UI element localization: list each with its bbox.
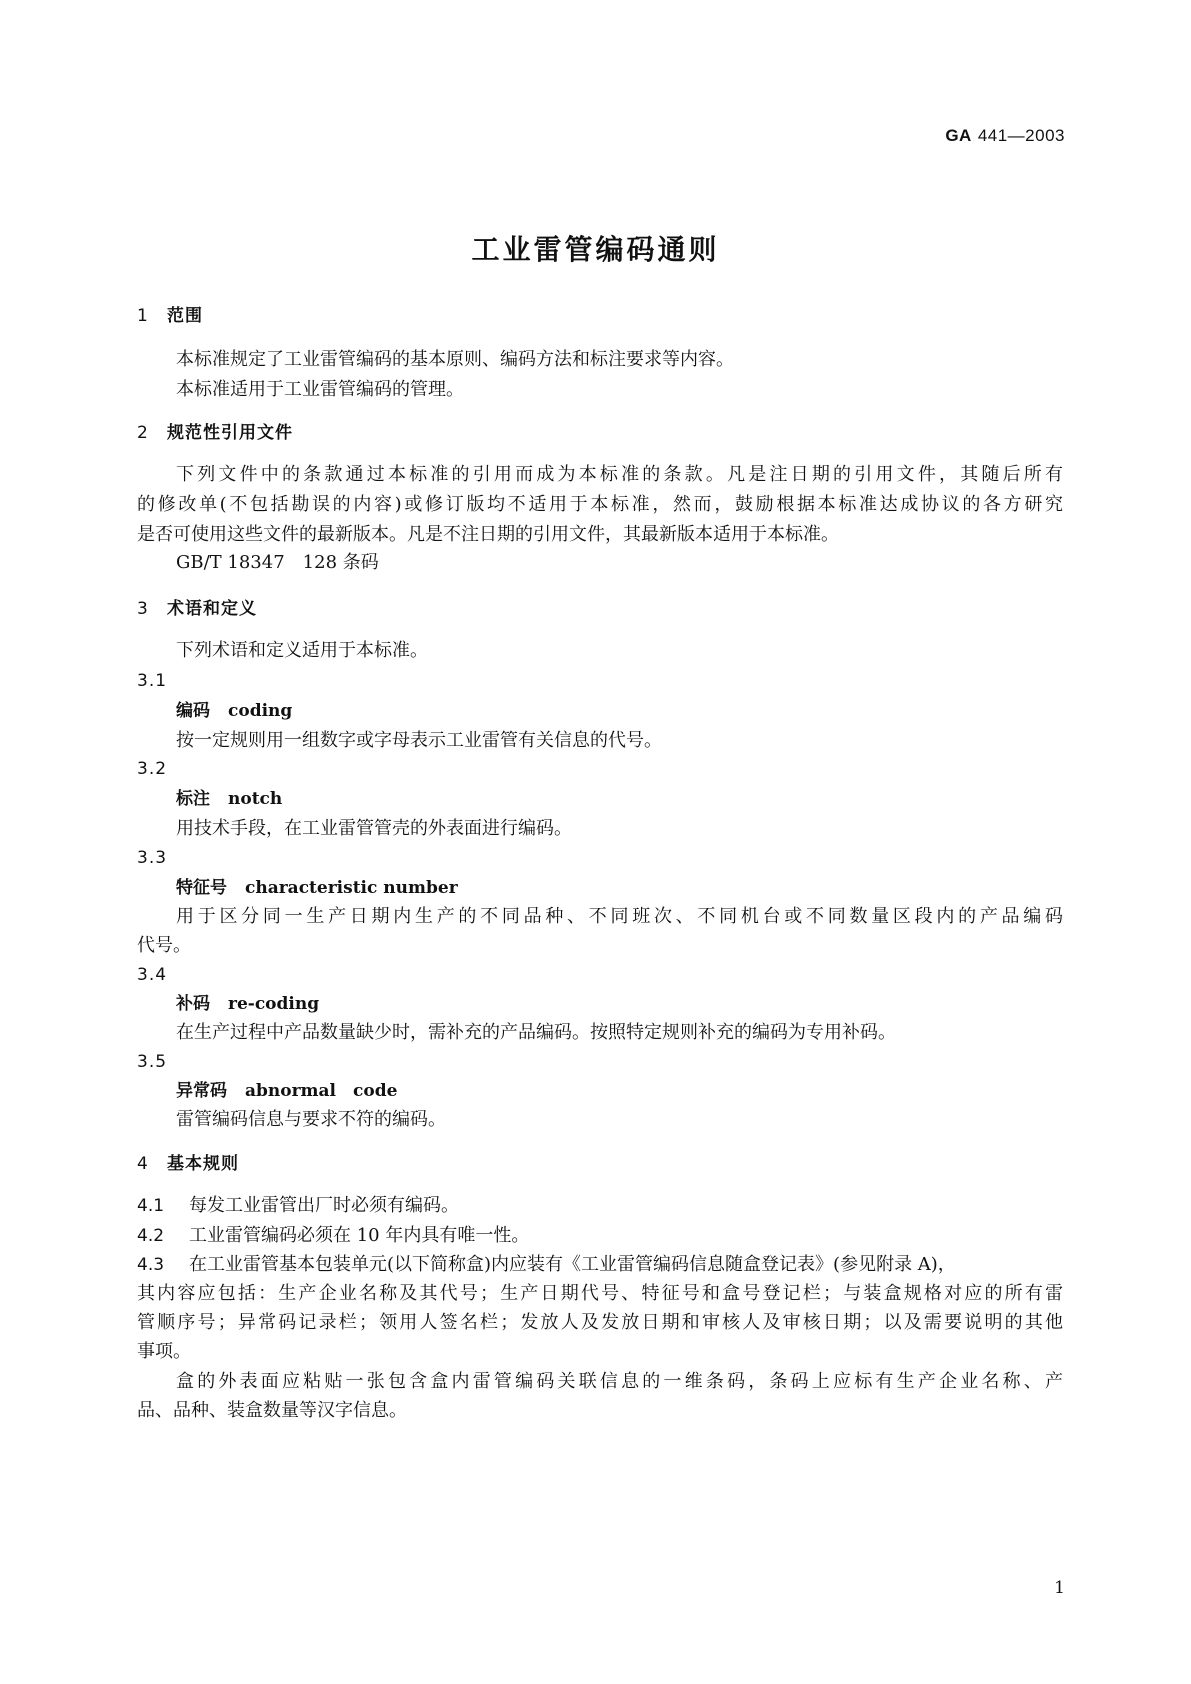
- clause-number: 3.3: [137, 848, 168, 868]
- standard-code-prefix: GA: [945, 126, 972, 145]
- section-heading-1: 1 范围: [137, 306, 203, 326]
- paragraph: 本标准规定了工业雷管编码的基本原则、编码方法和标注要求等内容。: [176, 349, 734, 370]
- standard-code-number: 441—2003: [977, 126, 1065, 145]
- term-heading: 异常码 abnormal code: [176, 1081, 398, 1101]
- section-heading-2: 2 规范性引用文件: [137, 423, 293, 443]
- clause-number: 3.1: [137, 671, 168, 691]
- term-heading: 编码 coding: [176, 701, 293, 721]
- paragraph-line: 管顺序号；异常码记录栏；领用人签名栏；发放人及发放日期和审核人及审核日期；以及需要说明的其他: [137, 1312, 1063, 1333]
- paragraph-line: 品、品种、装盒数量等汉字信息。: [137, 1400, 407, 1421]
- rule-item: 4.2 工业雷管编码必须在 10 年内具有唯一性。: [137, 1225, 530, 1246]
- clause-number: 3.2: [137, 759, 168, 779]
- clause-number: 3.5: [137, 1052, 168, 1072]
- paragraph-line: 事项。: [137, 1341, 191, 1362]
- page-number: 1: [1054, 1578, 1065, 1598]
- document-title: 工业雷管编码通则: [471, 233, 720, 266]
- paragraph: 下列术语和定义适用于本标准。: [176, 640, 428, 661]
- term-definition: 雷管编码信息与要求不符的编码。: [176, 1109, 446, 1130]
- term-definition-continued: 代号。: [137, 935, 191, 956]
- clause-number: 3.4: [137, 965, 168, 985]
- paragraph-line: 的修改单(不包括勘误的内容)或修订版均不适用于本标准，然而，鼓励根据本标准达成协议的各方研究: [137, 494, 1063, 515]
- section-heading-3: 3 术语和定义: [137, 599, 257, 619]
- paragraph-line: 其内容应包括：生产企业名称及其代号；生产日期代号、特征号和盒号登记栏；与装盒规格对应的所有雷: [137, 1283, 1063, 1304]
- rule-item: 4.1 每发工业雷管出厂时必须有编码。: [137, 1195, 459, 1216]
- term-definition: 在生产过程中产品数量缺少时，需补充的产品编码。按照特定规则补充的编码为专用补码。: [176, 1022, 896, 1043]
- term-heading: 标注 notch: [176, 789, 283, 809]
- term-definition: 用技术手段，在工业雷管管壳的外表面进行编码。: [176, 818, 572, 839]
- paragraph-line: 是否可使用这些文件的最新版本。凡是不注日期的引用文件，其最新版本适用于本标准。: [137, 524, 839, 545]
- term-definition: 用于区分同一生产日期内生产的不同品种、不同班次、不同机台或不同数量区段内的产品编码: [176, 906, 1063, 927]
- term-heading: 补码 re-coding: [176, 994, 320, 1014]
- section-heading-4: 4 基本规则: [137, 1154, 239, 1174]
- normative-reference: GB/T 18347 128 条码: [176, 552, 379, 573]
- paragraph-line: 下列文件中的条款通过本标准的引用而成为本标准的条款。凡是注日期的引用文件，其随后所有: [176, 464, 1063, 485]
- standard-code: [945, 126, 1065, 146]
- rule-item: 4.3 在工业雷管基本包装单元(以下简称盒)内应装有《工业雷管编码信息随盒登记表》(参见附录 A)，: [137, 1254, 956, 1275]
- paragraph-line: 盒的外表面应粘贴一张包含盒内雷管编码关联信息的一维条码，条码上应标有生产企业名称、产: [176, 1371, 1063, 1392]
- paragraph: 本标准适用于工业雷管编码的管理。: [176, 379, 464, 400]
- term-heading: 特征号 characteristic number: [176, 878, 458, 898]
- term-definition: 按一定规则用一组数字或字母表示工业雷管有关信息的代号。: [176, 730, 662, 751]
